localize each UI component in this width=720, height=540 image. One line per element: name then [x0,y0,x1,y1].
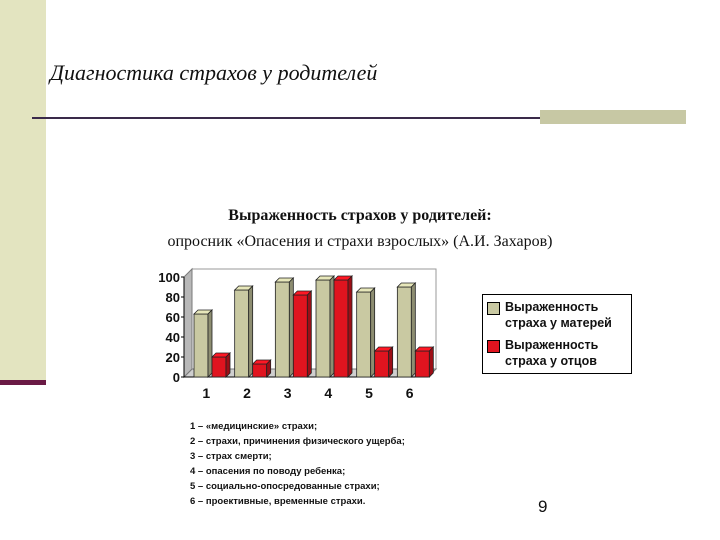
bar [375,347,393,377]
bar-side [249,286,253,377]
bar [316,276,334,377]
x-tick-label: 1 [202,385,211,401]
bar [357,288,375,377]
bar-side [371,288,375,377]
chart-title: Выраженность страхов у родителей: [228,207,492,224]
y-tick-label: 20 [165,350,180,365]
bar [253,360,271,377]
category-note: 3 – страх смерти; [190,451,272,462]
y-tick-label: 40 [165,330,180,345]
bar-side [348,276,352,377]
category-note: 4 – опасения по поводу ребенка; [190,466,346,477]
category-note: 5 – социально-опосредованные страхи; [190,481,380,492]
y-tick-label: 100 [158,270,180,285]
x-tick-label: 4 [324,385,333,401]
bar-side [429,347,433,377]
category-notes [190,419,405,509]
bar [194,310,212,377]
bar-side [208,310,212,377]
bar [415,347,433,377]
bar-front [375,351,389,377]
legend-label-fathers: Выраженность страха у отцов [505,338,599,368]
chart-side-wall [184,269,192,377]
y-tick-label: 0 [172,370,180,385]
legend-swatch-mothers [487,302,500,315]
bar-side [411,283,415,377]
bar-side [330,276,334,377]
bar-front [334,280,348,377]
bar-side [307,291,311,377]
legend-label-mothers: Выраженность страха у матерей [505,300,612,330]
page-number: 9 [538,497,548,516]
bar [212,353,230,377]
x-tick-label: 6 [405,385,414,401]
bar-front [235,290,249,377]
slide-title: Диагностика страхов у родителей [50,60,378,85]
bar-front [357,292,371,377]
bar-front [253,364,267,377]
bar-side [289,278,293,377]
y-tick-label: 60 [165,310,180,325]
bar [334,276,352,377]
bar-front [316,280,330,377]
bar [397,283,415,377]
x-tick-label: 2 [243,385,251,401]
bar-front [415,351,429,377]
bar [275,278,293,377]
bar-front [293,295,307,377]
bar-side [226,353,230,377]
category-note: 6 – проективные, временные страхи. [190,496,366,507]
x-tick-label: 5 [365,385,373,401]
bar-side [389,347,393,377]
y-tick-label: 80 [165,290,180,305]
category-note: 2 – страхи, причинения физического ущерба; [190,436,405,447]
bar-front [194,314,208,377]
bar [293,291,311,377]
chart-subtitle: опросник «Опасения и страхи взрослых» (А.И. Захаров) [167,233,553,250]
bar-front [397,287,411,377]
bar [235,286,253,377]
bar-front [212,357,226,377]
legend-swatch-fathers [487,340,500,353]
bar-front [275,282,289,377]
x-tick-label: 3 [283,385,292,401]
category-note: 1 – «медицинские» страхи; [190,421,318,432]
chart-legend [482,294,632,374]
